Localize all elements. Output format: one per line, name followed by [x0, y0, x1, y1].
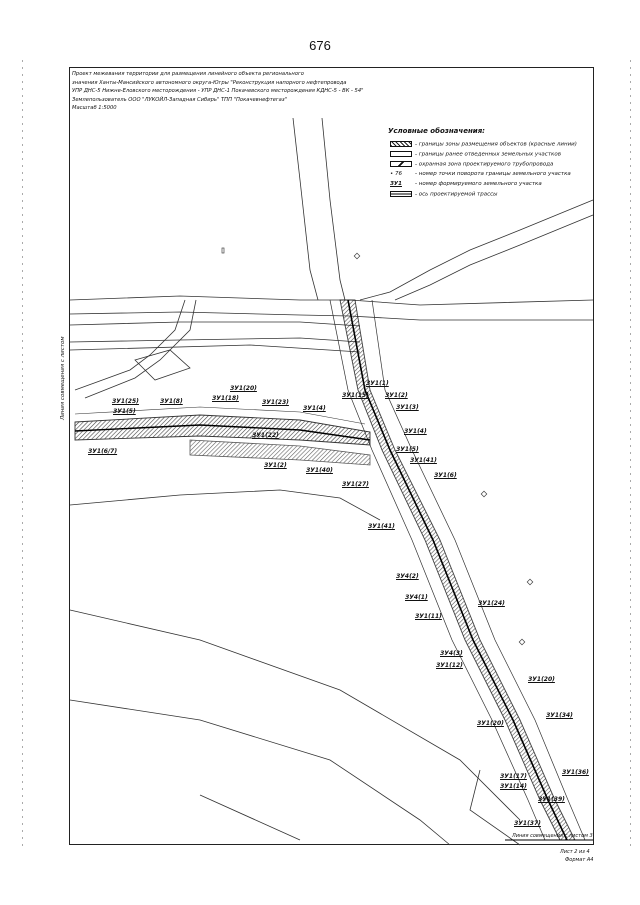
parcel-label: ЗУ1(24)	[478, 600, 505, 607]
parcel-label: ЗУ1(25)	[112, 398, 139, 405]
parcel-label: ЗУ1(41)	[368, 523, 395, 530]
empty-box-icon	[390, 151, 412, 157]
parcel-label: ЗУ1(40)	[306, 467, 333, 474]
parcel-label: ЗУ1(5)	[396, 446, 419, 453]
parcel-label: ЗУ1(4)	[404, 428, 427, 435]
pipeline-branch	[75, 407, 370, 465]
bottom-line-label: Линия совмещения с листом 3	[512, 833, 593, 839]
title-line-4: Землепользователь ООО "ЛУКОЙЛ-Западная Сибирь" ТПП "Покачевнефтегаз"	[72, 96, 287, 103]
parcel-label: ЗУ1(6)	[434, 472, 457, 479]
parcel-label: ЗУ1(12)	[436, 662, 463, 669]
legend-item-turning-point	[390, 171, 571, 177]
road-vertical-left	[293, 118, 318, 300]
parcel-label: ЗУ1(20)	[477, 720, 504, 727]
parcel-label: ЗУ1(22)	[252, 432, 279, 439]
parcel-label: ЗУ4(2)	[396, 573, 419, 580]
road-vertical-right	[322, 118, 345, 300]
legend-title: Условные обозначения:	[388, 127, 485, 135]
point-sample: • 76	[390, 171, 402, 177]
road-horizontal-3	[70, 338, 360, 342]
title-line-2: значения Ханты-Мансийского автономного округа-Югры "Реконструкция напорного нефтепровода	[72, 79, 347, 86]
parcel-label: ЗУ1(15)	[342, 392, 369, 399]
field-lines-3	[200, 795, 300, 840]
parcel-label: ЗУ4(1)	[405, 594, 428, 601]
side-combination-label: Линия совмещения с листом	[60, 336, 66, 420]
parcel-label: ЗУ1(3)	[396, 404, 419, 411]
parcel-label: ЗУ1(36)	[562, 769, 589, 776]
legend-item-axis	[390, 191, 497, 198]
parcel-label: ЗУ1(17)	[500, 773, 527, 780]
parcel-label: ЗУ1(6/7)	[88, 448, 118, 455]
legend-label: - границы зоны размещения объектов (красные линии)	[415, 141, 577, 148]
road-curve-lower	[70, 490, 380, 520]
legend-item-red-lines	[390, 141, 577, 148]
sheet-label: Лист 2 из 4	[560, 849, 590, 855]
road-horizontal-top	[70, 296, 593, 305]
parcel-label: ЗУ1(37)	[514, 820, 541, 827]
parcel-sample: ЗУ1	[390, 181, 402, 187]
parcel-label: ЗУ1(5)	[113, 408, 136, 415]
branch-band	[75, 415, 370, 445]
parcel-label: ЗУ1(20)	[230, 385, 257, 392]
legend-label: - охранная зона проектируемого трубопровода	[415, 161, 554, 168]
parcel-label: ЗУ1(1)	[366, 380, 389, 387]
legend-item-allotted	[390, 151, 561, 158]
marker-square-5	[527, 579, 533, 585]
road-diagonal-lower	[395, 215, 593, 300]
marker-square-2	[354, 253, 360, 259]
parcel-label: ЗУ1(11)	[415, 613, 442, 620]
parcel-label: ЗУ1(27)	[342, 481, 369, 488]
marker-square-4	[519, 639, 525, 645]
parcel-label: ЗУ1(18)	[212, 395, 239, 402]
legend-item-parcel-number	[390, 181, 542, 187]
building-block	[135, 350, 190, 380]
road-horizontal-bottom	[70, 312, 593, 320]
parcel-label: ЗУ1(34)	[546, 712, 573, 719]
parcel-label: ЗУ1(8)	[160, 398, 183, 405]
format-label: Формат А4	[565, 857, 594, 863]
title-line-3: УПР ДНС-5 Нижне-Еловского месторождения - УПР ДНС-1 Покачевского месторождения КДНС-5 - ВК - 54"	[72, 88, 364, 95]
field-lines-2	[70, 700, 450, 845]
legend-label: - номер точки поворота границы земельного участка	[415, 171, 571, 177]
road-horizontal-2	[70, 322, 360, 326]
hatched-box-icon	[390, 141, 412, 147]
legend-label: - номер формируемого земельного участка	[415, 181, 542, 187]
parcel-label: ЗУ1(23)	[262, 399, 289, 406]
scale-line: Масштаб 1:5000	[72, 105, 117, 112]
parcel-label: ЗУ1(4)	[303, 405, 326, 412]
marker-square-1	[222, 248, 224, 253]
page-number: 676	[309, 38, 331, 53]
legend-label: - границы ранее отведенных земельных участков	[415, 151, 561, 158]
marker-square-3	[481, 491, 487, 497]
parcel-label: ЗУ1(41)	[410, 457, 437, 464]
parcel-label: ЗУ1(39)	[538, 796, 565, 803]
parcel-label: ЗУ1(14)	[500, 783, 527, 790]
parcel-label: ЗУ1(2)	[264, 462, 287, 469]
axis-line-icon	[390, 191, 412, 197]
road-diagonal-upper	[360, 200, 593, 300]
parcel-label: ЗУ1(20)	[528, 676, 555, 683]
legend-label: - ось проектируемой трассы	[415, 191, 498, 198]
legend-item-protection-zone	[390, 161, 553, 168]
title-line-1: Проект межевания территории для размещения линейного объекта регионального	[72, 71, 304, 77]
road-lower-1	[70, 345, 360, 352]
corridor-outer-right	[372, 300, 585, 840]
cross-box-icon	[390, 161, 412, 167]
parcel-label: ЗУ4(3)	[440, 650, 463, 657]
parcel-label: ЗУ1(2)	[385, 392, 408, 399]
